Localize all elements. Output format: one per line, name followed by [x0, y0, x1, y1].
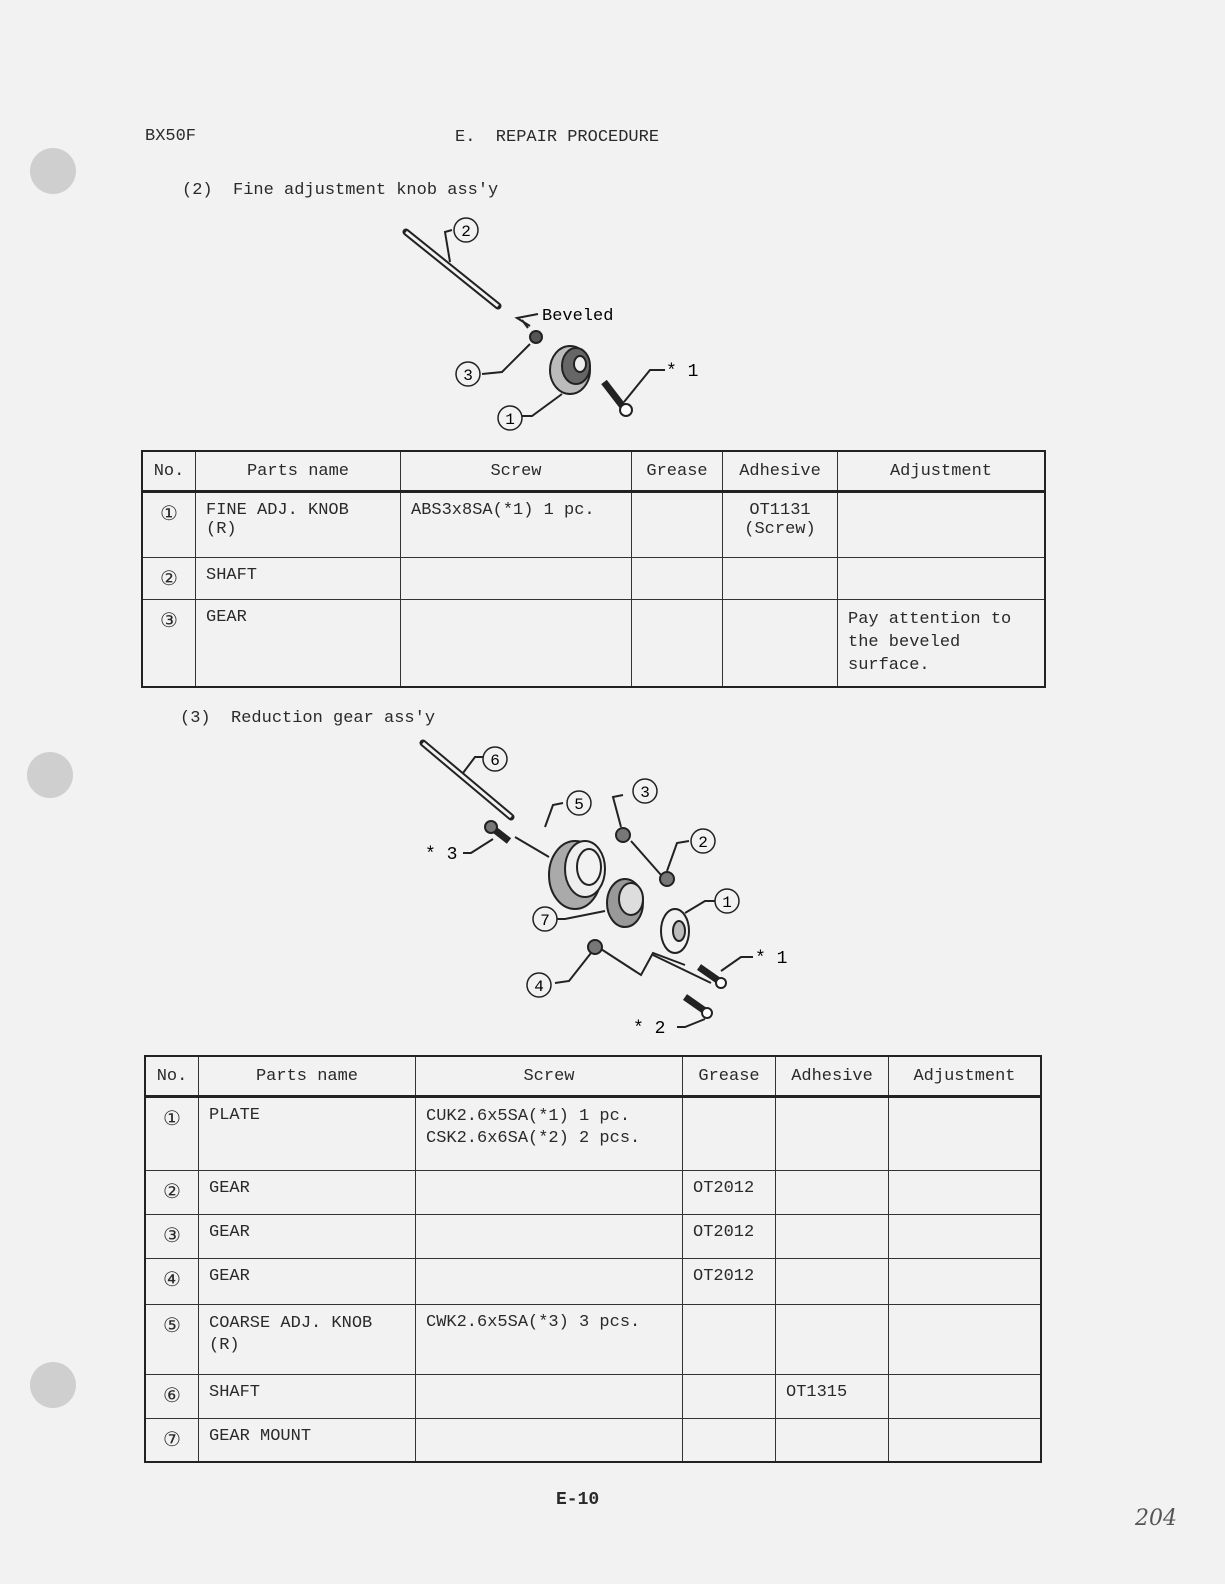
- row-parts-name: GEAR MOUNT: [199, 1418, 416, 1462]
- reduction-gear-parts-table: [144, 1055, 1042, 1463]
- row-no: ⑤: [145, 1304, 199, 1374]
- row-screw: CWK2.6x5SA(*3) 3 pcs.: [416, 1304, 683, 1374]
- table1-col-adhesive: Adhesive: [723, 451, 838, 491]
- row-adjustment: [889, 1214, 1042, 1258]
- diagram2-callout-7: [533, 907, 557, 931]
- row-no: ③: [145, 1214, 199, 1258]
- row-screw: [401, 599, 632, 687]
- row-adjustment: [889, 1304, 1042, 1374]
- row-screw: [416, 1258, 683, 1304]
- diagram2-callout-5: [567, 791, 591, 815]
- diagram2-label-1: 1: [722, 894, 732, 912]
- row-screw: CUK2.6x5SA(*1) 1 pc. CSK2.6x6SA(*2) 2 pcs.: [416, 1096, 683, 1170]
- row-parts-name: PLATE: [199, 1096, 416, 1170]
- handwritten-page-number: 204: [1135, 1506, 1177, 1531]
- row-adhesive: OT1131 (Screw): [723, 491, 838, 557]
- table-row: [145, 1170, 1041, 1214]
- row-screw: ABS3x8SA(*1) 1 pc.: [401, 491, 632, 557]
- model-label: BX50F: [145, 127, 197, 146]
- table-row: [145, 1304, 1041, 1374]
- diagram2-screw-note-3: * 3: [425, 845, 458, 865]
- row-parts-name: GEAR: [199, 1214, 416, 1258]
- diagram2-label-3: 3: [640, 784, 650, 802]
- table2-col-parts-name: Parts name: [199, 1056, 416, 1096]
- table-row: [145, 1096, 1041, 1170]
- table-row: [142, 557, 1045, 599]
- row-adjustment: [889, 1258, 1042, 1304]
- diagram2-label-5: 5: [574, 796, 584, 814]
- row-adhesive: [776, 1304, 889, 1374]
- table-row: [145, 1214, 1041, 1258]
- row-grease: [683, 1096, 776, 1170]
- row-parts-name: COARSE ADJ. KNOB (R): [199, 1304, 416, 1374]
- row-no: ⑥: [145, 1374, 199, 1418]
- row-grease: [632, 557, 723, 599]
- row-grease: [683, 1374, 776, 1418]
- diagram2-callout-4: [527, 973, 551, 997]
- row-adhesive: [723, 557, 838, 599]
- diagram2-screw-note-1: * 1: [755, 949, 788, 969]
- table-row: [142, 599, 1045, 687]
- table2-col-screw: Screw: [416, 1056, 683, 1096]
- table2-col-adjustment: Adjustment: [889, 1056, 1042, 1096]
- row-grease: [683, 1304, 776, 1374]
- row-no: ①: [145, 1096, 199, 1170]
- row-adhesive: [776, 1096, 889, 1170]
- diagram2-label-2: 2: [698, 834, 708, 852]
- section3-title: (3) Reduction gear ass'y: [180, 709, 436, 728]
- row-adhesive: [776, 1214, 889, 1258]
- row-parts-name: GEAR: [199, 1258, 416, 1304]
- row-parts-name: SHAFT: [196, 557, 401, 599]
- table1-col-grease: Grease: [632, 451, 723, 491]
- diagram1-callout-2: [454, 218, 478, 242]
- table-row: [145, 1374, 1041, 1418]
- row-adjustment: [838, 491, 1046, 557]
- row-grease: OT2012: [683, 1170, 776, 1214]
- page-number: E-10: [556, 1490, 600, 1510]
- diagram2-screw-note-2: * 2: [633, 1019, 666, 1039]
- row-adjustment: Pay attention to the beveled surface.: [838, 599, 1046, 687]
- row-no: ②: [142, 557, 196, 599]
- table-row: [142, 491, 1045, 557]
- reduction-gear-diagram: [415, 735, 795, 1045]
- diagram2-callout-1: [715, 889, 739, 913]
- row-screw: [416, 1374, 683, 1418]
- row-parts-name: GEAR: [196, 599, 401, 687]
- table1-col-adjustment: Adjustment: [838, 451, 1046, 491]
- table2-col-no: No.: [145, 1056, 199, 1096]
- table2-col-adhesive: Adhesive: [776, 1056, 889, 1096]
- row-no: ④: [145, 1258, 199, 1304]
- row-parts-name: GEAR: [199, 1170, 416, 1214]
- row-adhesive: [776, 1258, 889, 1304]
- fine-adjustment-diagram: [390, 210, 710, 440]
- row-grease: [683, 1418, 776, 1462]
- diagram1-callout-1: [498, 406, 522, 430]
- row-adhesive: [776, 1418, 889, 1462]
- table1-col-parts-name: Parts name: [196, 451, 401, 491]
- row-no: ⑦: [145, 1418, 199, 1462]
- table-row: [145, 1258, 1041, 1304]
- fine-adjustment-parts-table: [141, 450, 1046, 688]
- row-screw: [416, 1170, 683, 1214]
- row-adjustment: [889, 1096, 1042, 1170]
- row-screw: [401, 557, 632, 599]
- row-screw: [416, 1214, 683, 1258]
- table2-header-row: [145, 1056, 1041, 1096]
- row-no: ③: [142, 599, 196, 687]
- diagram2-label-6: 6: [490, 752, 500, 770]
- row-adjustment: [838, 557, 1046, 599]
- row-adjustment: [889, 1170, 1042, 1214]
- diagram1-label-3: 3: [463, 367, 473, 385]
- punch-hole-bottom: [30, 1362, 76, 1408]
- row-adhesive: [723, 599, 838, 687]
- diagram2-label-7: 7: [540, 912, 550, 930]
- row-screw: [416, 1418, 683, 1462]
- row-adjustment: [889, 1418, 1042, 1462]
- table1-col-no: No.: [142, 451, 196, 491]
- row-parts-name: SHAFT: [199, 1374, 416, 1418]
- table2-col-grease: Grease: [683, 1056, 776, 1096]
- punch-hole-top: [30, 148, 76, 194]
- table-row: [145, 1418, 1041, 1462]
- row-no: ②: [145, 1170, 199, 1214]
- diagram2-label-4: 4: [534, 978, 544, 996]
- table1-header-row: [142, 451, 1045, 491]
- row-grease: OT2012: [683, 1214, 776, 1258]
- row-adhesive: [776, 1170, 889, 1214]
- row-grease: OT2012: [683, 1258, 776, 1304]
- diagram2-callout-3: [633, 779, 657, 803]
- diagram2-callout-2: [691, 829, 715, 853]
- diagram1-callout-3: [456, 362, 480, 386]
- section2-title: (2) Fine adjustment knob ass'y: [182, 181, 499, 200]
- row-grease: [632, 599, 723, 687]
- punch-hole-middle: [27, 752, 73, 798]
- section-heading: E. REPAIR PROCEDURE: [455, 128, 660, 147]
- diagram2-callout-6: [483, 747, 507, 771]
- table1-col-screw: Screw: [401, 451, 632, 491]
- row-grease: [632, 491, 723, 557]
- beveled-label: Beveled: [542, 307, 614, 326]
- row-adhesive: OT1315: [776, 1374, 889, 1418]
- diagram1-label-2: 2: [461, 223, 471, 241]
- diagram1-label-1: 1: [505, 411, 515, 429]
- row-no: ①: [142, 491, 196, 557]
- row-parts-name: FINE ADJ. KNOB (R): [196, 491, 401, 557]
- row-adjustment: [889, 1374, 1042, 1418]
- diagram1-screw-note: * 1: [666, 362, 699, 382]
